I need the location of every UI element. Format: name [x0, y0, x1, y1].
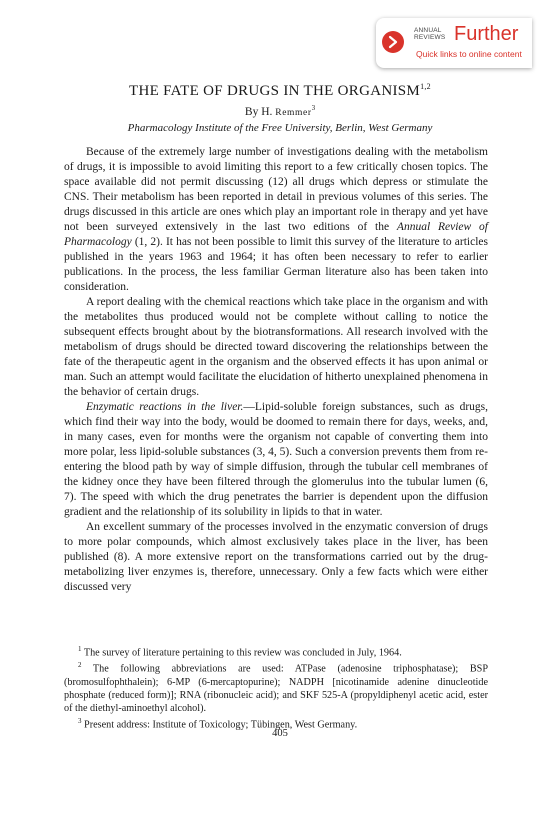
- page-number: 405: [272, 728, 288, 739]
- badge-subtitle: Quick links to online content: [416, 49, 522, 59]
- paragraph-4: An excellent summary of the processes involved in the enzymatic conversion of drugs to more polar compounds, which almost exclusively takes place in the liver, has been published (8). A more extensive report on the transformations carried out by the drug-metabolizing liver enzymes is, therefore, unnecessary. Only a few facts which were either discussed very: [64, 521, 488, 593]
- paragraph-1: Because of the extremely large number of investigations dealing with the metabolism of drugs, it is impossible to avoid limiting this report to a few critically chosen topics. The space available did not permit discussing (12) all drugs which depress or stimulate the CNS. Their metabolism has been reported in detail in previous volumes of this series. The drugs discussed in this article are ones which play an important role in therapy and yet have not been surveyed extensively in the last two editions of the Annual Review of Pharmacology (1, 2). It has not been possible to limit this survey of the literature to articles published in the years 1963 and 1964; it has often been necessary to refer to earlier publications. In the process, the less familiar German literature also has been taken into consideration.: [64, 146, 488, 293]
- affiliation: Pharmacology Institute of the Free University, Berlin, West Germany: [127, 122, 433, 134]
- article-title: THE FATE OF DRUGS IN THE ORGANISM$^{1,2}$: [129, 82, 431, 99]
- annual-reviews-further-badge[interactable]: [376, 18, 532, 68]
- paragraph-3: Enzymatic reactions in the liver.—Lipid-soluble foreign substances, such as drugs, which find their way into the body, would be doomed to remain there for days, weeks, and, in many cases, even for months were the organism not capable of converting them into more polar, less lipid-soluble substances (3, 4, 5). Such a conversion prevents them from re-entering the blood path by way of simple diffusion, through the tubular cell membranes of the kidney once they have been filtered through the glomerulus into the tubular lumen (6, 7). The speed with which the drug penetrates the barrier is dependent upon the diffusion gradient and the relationship of its solubility in lipids to that in water.: [64, 401, 488, 518]
- article-body: [64, 145, 488, 595]
- journal-name: Annual Review of Pharmacology: [64, 221, 488, 248]
- footnote-1: $^1$ The survey of literature pertaining to this review was concluded in July, 1964.: [78, 645, 402, 659]
- footnote-3: $^3$ Present address: Institute of Toxicology; Tübingen, West Germany.: [78, 716, 358, 731]
- author-footnote-mark: 3: [311, 104, 316, 112]
- badge-further-label: Further: [454, 23, 519, 45]
- section-heading: Enzymatic reactions in the liver.: [86, 401, 244, 413]
- badge-brand-text: ANNUAL REVIEWS: [414, 27, 446, 41]
- author-name: Remmer: [275, 107, 312, 118]
- title-footnote-marks: 1,2: [420, 82, 431, 91]
- author-line: By H. Remmer$^3$: [244, 104, 316, 118]
- footnote-2: $^2$ The following abbreviations are used: ATPase (adenosine triphosphatase); BSP (bromosulfophthalein); 6-MP (6-mercaptopurine); NADPH [nicotinamide adenine dinucleotide phosphate (reduced form)]; RNA (ribonucleic acid); and SKF 525-A (propyldiphenyl acetic acid, ester of the diethyl-aminoethyl alcohol).: [64, 661, 488, 714]
- footnotes: [64, 643, 488, 731]
- further-logo-icon: [382, 31, 404, 53]
- paragraph-2: A report dealing with the chemical reactions which take place in the organism and with the metabolites thus produced would not be complete without calling to notice the subsequent effects brought about by the biotransformations. All research involved with the metabolism of drugs should be directed toward discovering the relationships between the fate of the therapeutic agent in the organism and the observed effects it has upon animal or man. Such an attempt would facilitate the elucidation of hitherto unexplained phenomena in the behavior of certain drugs.: [64, 296, 488, 398]
